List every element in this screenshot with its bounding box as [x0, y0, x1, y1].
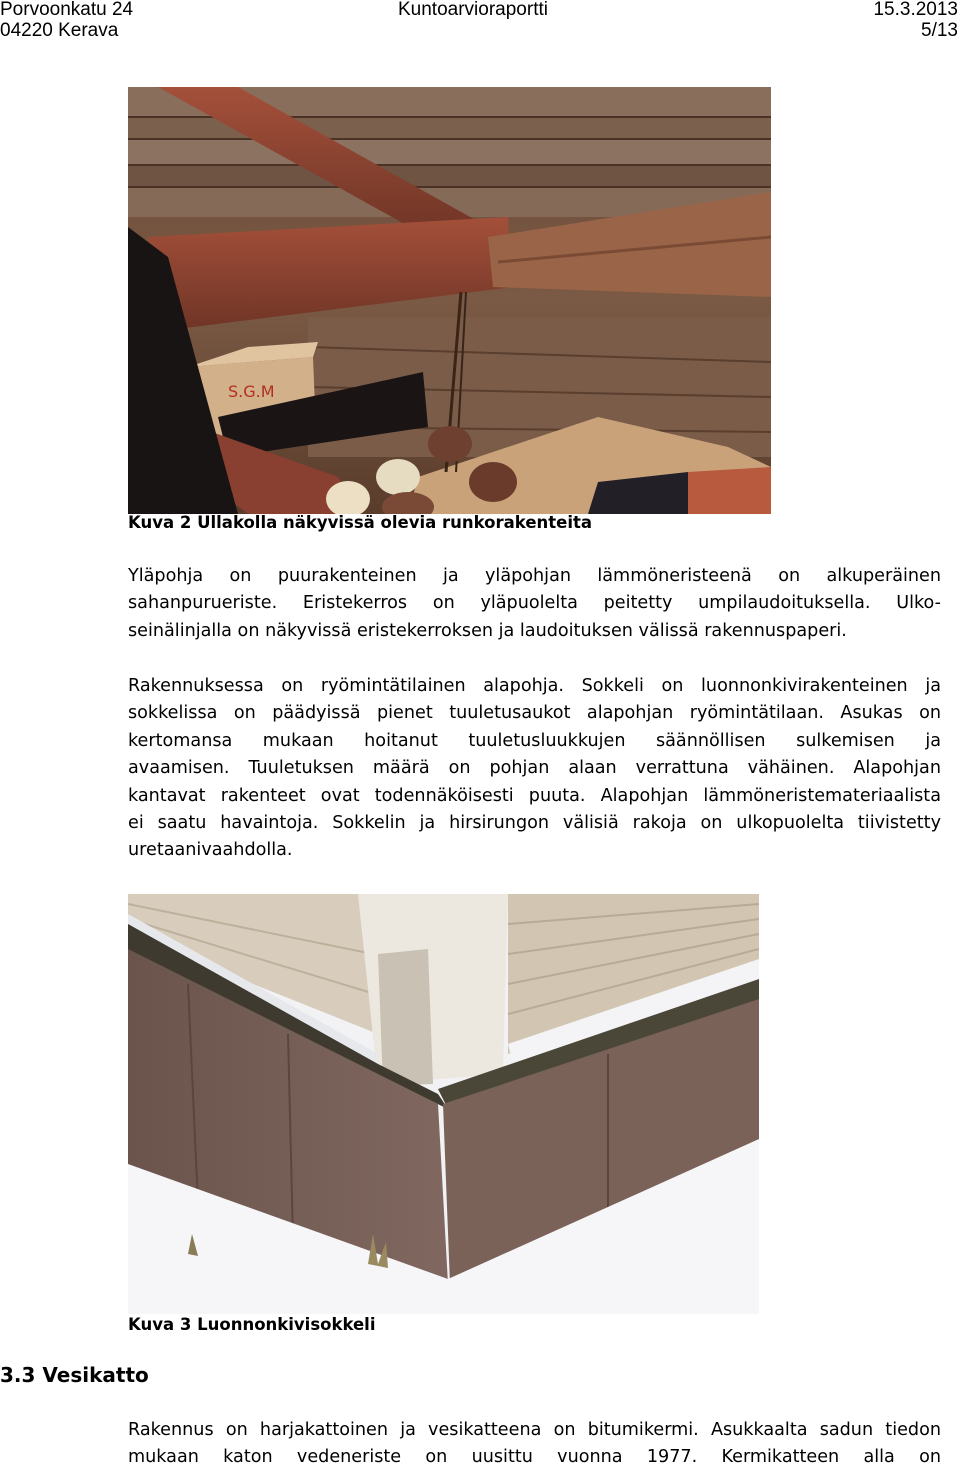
- paragraph-line: kantavat rakenteet ovat todennäköisesti puuta. Alapohjan lämmöneristemateriaalista: [128, 785, 941, 806]
- paragraph-line: Rakennuksessa on ryömintätilainen alapohja. Sokkeli on luonnonkivirakenteinen ja: [128, 676, 941, 696]
- header-report-title: Kuntoarvioraportti: [398, 0, 548, 20]
- paragraph-roofing: [128, 1417, 941, 1472]
- paragraph-line: sokkelissa on päädyissä pienet tuuletusaukot alapohjan ryömintätilaan. Asukas on: [128, 703, 941, 724]
- section-heading-roofing: 3.3 Vesikatto: [0, 1363, 149, 1387]
- paragraph-line: sahanpurueriste. Eristekerros on yläpuolelta peitetty umpilaudoituksella. Ulko-: [128, 593, 941, 614]
- attic-photo: [128, 87, 771, 514]
- header-page-number: 5/13: [921, 20, 958, 41]
- paragraph-roof-insulation: [128, 563, 941, 645]
- paragraph-crawlspace: [128, 673, 941, 865]
- paragraph-line: kertomansa mukaan hoitanut tuuletusluukkujen säännöllisen sulkemisen ja: [128, 730, 941, 751]
- paragraph-line: seinälinjalla on näkyvissä eristekerroksen ja laudoituksen välissä rakennuspaperi.: [128, 620, 847, 641]
- svg-text:S.G.M: S.G.M: [228, 382, 275, 401]
- figure-caption-attic: Kuva 2 Ullakolla näkyvissä olevia runkorakenteita: [128, 513, 593, 532]
- paragraph-line: mukaan katon vedeneriste on uusittu vuonna 1977. Kermikatteen alla on: [128, 1447, 941, 1468]
- header-address-line2: 04220 Kerava: [0, 20, 119, 41]
- figure-caption-plinth: Kuva 3 Luonnonkivisokkeli: [128, 1315, 376, 1334]
- header-date: 15.3.2013: [873, 0, 958, 20]
- paragraph-line: avaamisen. Tuuletuksen määrä on pohjan alaan verrattuna vähäinen. Alapohjan: [128, 758, 941, 779]
- plinth-photo: [128, 894, 759, 1314]
- paragraph-line: Yläpohja on puurakenteinen ja yläpohjan lämmöneristeenä on alkuperäinen: [128, 566, 941, 586]
- paragraph-line: uretaanivaahdolla.: [128, 840, 293, 861]
- header-address-line1: Porvoonkatu 24: [0, 0, 134, 20]
- paragraph-line: ei saatu havaintoja. Sokkelin ja hirsirungon välisiä rakoja on ulkopuolelta tiivistetty: [128, 813, 941, 834]
- paragraph-line: Rakennus on harjakattoinen ja vesikatteena on bitumikermi. Asukkaalta sadun tiedon: [128, 1420, 941, 1440]
